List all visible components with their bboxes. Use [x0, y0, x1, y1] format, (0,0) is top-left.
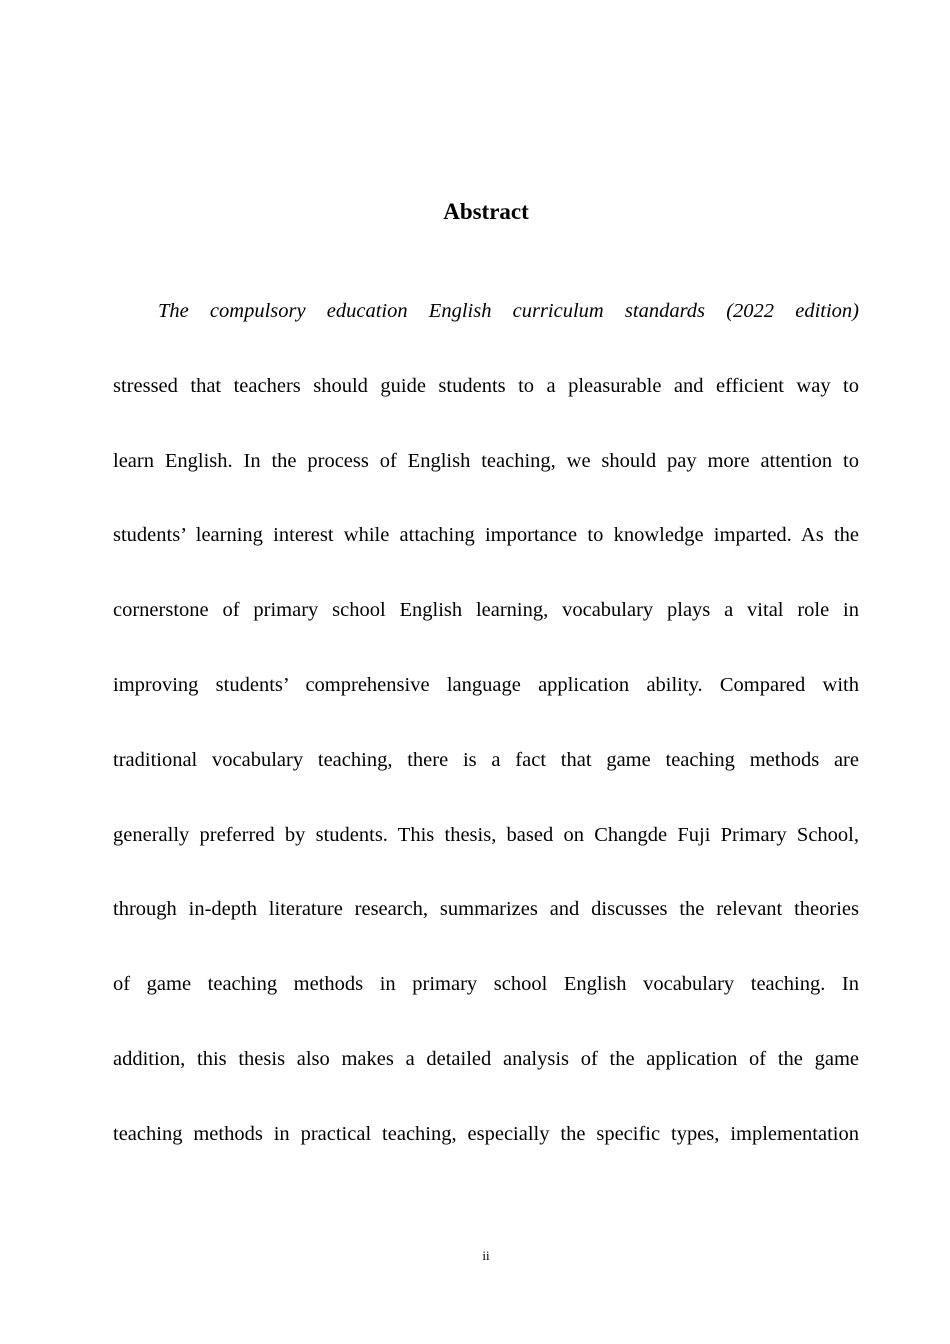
text-line: cornerstone of primary school English learning, vocabulary plays a vital role in	[113, 599, 859, 622]
text-line: improving students’ comprehensive language application ability. Compared with	[113, 673, 859, 696]
abstract-heading: Abstract	[443, 199, 529, 224]
text-line: teaching methods in practical teaching, especially the specific types, implementation	[113, 1122, 859, 1145]
text-line: addition, this thesis also makes a detailed analysis of the application of the game	[113, 1047, 859, 1070]
page-number: ii	[482, 1248, 490, 1263]
text-line: students’ learning interest while attaching importance to knowledge imparted. As the	[113, 524, 859, 547]
text-line: stressed that teachers should guide students to a pleasurable and efficient way to	[113, 374, 859, 397]
text-line: learn English. In the process of English teaching, we should pay more attention to	[113, 449, 859, 472]
text-line: generally preferred by students. This thesis, based on Changde Fuji Primary School,	[113, 823, 859, 846]
abstract-body	[113, 296, 859, 1194]
text-line: traditional vocabulary teaching, there is a fact that game teaching methods are	[113, 748, 859, 771]
text-line: of game teaching methods in primary school English vocabulary teaching. In	[113, 973, 859, 996]
text-line: The compulsory education English curriculum standards (2022 edition)	[158, 300, 859, 322]
text-line: through in-depth literature research, summarizes and discusses the relevant theories	[113, 898, 859, 921]
